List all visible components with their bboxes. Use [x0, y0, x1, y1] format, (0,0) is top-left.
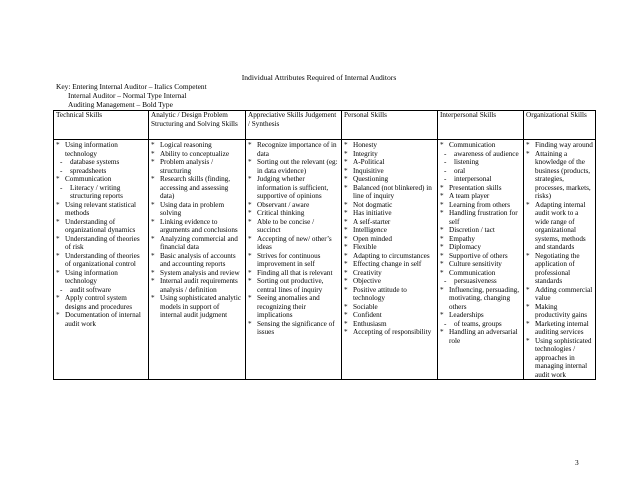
asterisk-bullet: *	[440, 192, 444, 200]
skill-item	[440, 311, 521, 320]
skill-text: Using data in problem solving	[160, 200, 225, 217]
skill-item	[248, 294, 339, 320]
skill-item	[248, 218, 339, 235]
col-header-technical: Technical Skills	[54, 111, 149, 140]
skill-text: Not dogmatic	[353, 200, 393, 209]
skill-item	[248, 158, 339, 175]
dash-bullet: -	[444, 319, 447, 328]
asterisk-bullet: *	[56, 268, 60, 277]
dash-bullet: -	[444, 166, 447, 175]
content-row	[54, 140, 596, 380]
skill-item	[56, 269, 146, 286]
skill-text: Leaderships	[449, 311, 484, 319]
asterisk-bullet: *	[440, 251, 444, 260]
asterisk-bullet: *	[440, 268, 444, 277]
skill-subitem	[56, 184, 146, 201]
skill-item	[344, 243, 435, 252]
asterisk-bullet: *	[440, 141, 444, 149]
dash-bullet: -	[60, 158, 63, 166]
asterisk-bullet: *	[344, 243, 348, 251]
dash-bullet: -	[60, 183, 63, 192]
skill-item	[56, 201, 146, 218]
skill-item	[526, 320, 593, 337]
skill-text: Negotiating the application of professional standards	[535, 251, 580, 285]
skill-item	[344, 226, 435, 235]
asterisk-bullet: *	[344, 319, 348, 328]
skill-text: A team player	[449, 192, 490, 200]
skill-item	[440, 141, 521, 150]
skill-item	[526, 201, 593, 252]
col-organizational	[524, 140, 596, 380]
asterisk-bullet: *	[344, 141, 348, 149]
skill-text: persuasiveness	[454, 277, 497, 285]
asterisk-bullet: *	[440, 243, 444, 251]
skill-list-technical	[56, 141, 146, 328]
asterisk-bullet: *	[440, 234, 444, 243]
col-header-analytic: Analytic / Design Problem Structuring and Solving Skills	[149, 111, 246, 140]
skill-text: Honesty	[353, 141, 377, 149]
skill-item	[440, 192, 521, 201]
skill-text: Adapting internal audit work to a wide range of organizational systems, methods and standards	[535, 200, 586, 251]
skill-item	[248, 269, 339, 278]
asterisk-bullet: *	[56, 234, 60, 243]
skill-item	[151, 252, 243, 269]
skill-text: Research skills (finding, accessing and assessing data)	[160, 175, 231, 200]
skill-list-appreciative	[248, 141, 339, 337]
page-number: 3	[575, 458, 579, 467]
skill-item	[151, 277, 243, 294]
skill-text: Understanding of theories of risk	[65, 234, 140, 251]
asterisk-bullet: *	[151, 217, 155, 226]
skill-item	[344, 235, 435, 244]
skill-text: Finding way around	[535, 141, 593, 149]
asterisk-bullet: *	[344, 277, 348, 285]
asterisk-bullet: *	[526, 141, 530, 149]
asterisk-bullet: *	[526, 251, 530, 260]
asterisk-bullet: *	[248, 234, 252, 243]
skill-item	[151, 175, 243, 201]
asterisk-bullet: *	[526, 302, 530, 311]
skill-item	[56, 235, 146, 252]
skill-item	[344, 320, 435, 329]
asterisk-bullet: *	[344, 158, 348, 166]
skill-item	[440, 252, 521, 261]
dash-bullet: -	[444, 149, 447, 158]
skill-text: Sociable	[353, 302, 378, 311]
skill-text: Handling an adversarial role	[449, 328, 518, 345]
asterisk-bullet: *	[344, 268, 348, 277]
skill-text: Diplomacy	[449, 243, 481, 251]
skill-text: Learning from others	[449, 200, 511, 209]
asterisk-bullet: *	[248, 268, 252, 277]
asterisk-bullet: *	[526, 336, 530, 345]
skill-text: Adding commercial value	[535, 285, 593, 302]
skill-item	[440, 201, 521, 210]
col-personal	[342, 140, 438, 380]
skill-item	[344, 141, 435, 150]
skill-subitem	[440, 320, 521, 329]
skill-item	[248, 201, 339, 210]
skill-text: spreadsheets	[70, 166, 107, 175]
asterisk-bullet: *	[151, 175, 155, 183]
asterisk-bullet: *	[344, 175, 348, 183]
skill-item	[344, 269, 435, 278]
skill-text: Confident	[353, 311, 382, 319]
skill-item	[344, 209, 435, 218]
asterisk-bullet: *	[151, 251, 155, 260]
skill-text: Positive attitude to technology	[353, 285, 407, 302]
header-row	[54, 111, 596, 140]
skill-text: Communication	[449, 141, 496, 149]
skill-text: Attaining a knowledge of the business (products, strategies, processes, markets, risks)	[535, 149, 591, 200]
skill-item	[56, 311, 146, 328]
asterisk-bullet: *	[344, 260, 348, 268]
skill-text: Using sophisticated technologies / approaches in managing internal audit work	[535, 336, 592, 379]
asterisk-bullet: *	[344, 200, 348, 209]
skill-item	[344, 167, 435, 176]
asterisk-bullet: *	[151, 158, 155, 166]
asterisk-bullet: *	[440, 209, 444, 217]
skill-text: Understanding of organizational dynamics	[65, 217, 136, 234]
skill-text: System analysis and review	[160, 268, 240, 277]
skill-item	[344, 150, 435, 159]
skill-item	[344, 328, 435, 337]
skill-item	[344, 303, 435, 312]
asterisk-bullet: *	[151, 294, 155, 302]
skill-text: Judging whether information is sufficient, supportive of opinions	[257, 175, 329, 200]
key-line-entering: Key: Entering Internal Auditor – Italics Competent	[56, 82, 207, 91]
skill-text: Discretion / tact	[449, 226, 495, 234]
skill-text: Has initiative	[353, 209, 392, 217]
skill-list-interpersonal	[440, 141, 521, 345]
skill-text: Balanced (not blinkered) in line of inquiry	[353, 183, 432, 200]
skill-item	[440, 269, 521, 278]
skills-table	[53, 110, 596, 380]
skill-text: Using sophisticated analytic models in support of internal audit judgment	[160, 294, 242, 319]
skill-text: Sensing the significance of issues	[257, 319, 335, 336]
skill-item	[344, 201, 435, 210]
skill-list-organizational	[526, 141, 593, 379]
asterisk-bullet: *	[248, 200, 252, 209]
asterisk-bullet: *	[248, 277, 252, 285]
skill-item	[248, 320, 339, 337]
asterisk-bullet: *	[344, 234, 348, 243]
skill-text: Using information technology	[65, 268, 118, 285]
skill-item	[56, 218, 146, 235]
asterisk-bullet: *	[526, 285, 530, 294]
dash-bullet: -	[444, 158, 447, 166]
skill-text: Understanding of theories of organizational control	[65, 251, 140, 268]
skill-item	[344, 252, 435, 261]
asterisk-bullet: *	[151, 141, 155, 149]
asterisk-bullet: *	[344, 285, 348, 294]
asterisk-bullet: *	[56, 311, 60, 319]
skill-text: awareness of audience	[454, 149, 519, 158]
skill-item	[344, 277, 435, 286]
col-analytic	[149, 140, 246, 380]
skill-text: Seeing anomalies and recognizing their implications	[257, 294, 320, 319]
skill-item	[151, 141, 243, 150]
skill-text: Analyzing commercial and financial data	[160, 234, 238, 251]
skill-text: Able to be concise / succinct	[257, 217, 315, 234]
skill-text: interpersonal	[454, 175, 492, 183]
skill-item	[440, 328, 521, 345]
asterisk-bullet: *	[344, 328, 348, 336]
skill-item	[344, 260, 435, 269]
skill-item	[344, 158, 435, 167]
asterisk-bullet: *	[151, 200, 155, 209]
asterisk-bullet: *	[56, 251, 60, 260]
skill-text: A self-starter	[353, 217, 391, 226]
asterisk-bullet: *	[344, 251, 348, 260]
skill-item	[56, 294, 146, 311]
skill-item	[526, 252, 593, 286]
skill-item	[151, 218, 243, 235]
asterisk-bullet: *	[56, 217, 60, 226]
skill-text: Accepting of new/ other’s ideas	[257, 234, 332, 251]
skill-text: audit software	[70, 285, 111, 294]
skill-item	[248, 209, 339, 218]
skill-text: Internal audit requirements analysis / definition	[160, 277, 238, 294]
skill-text: Enthusiasm	[353, 319, 387, 328]
skill-item	[526, 150, 593, 201]
asterisk-bullet: *	[344, 149, 348, 158]
skill-item	[526, 303, 593, 320]
skill-text: Open minded	[353, 234, 392, 243]
skill-text: Documentation of internal audit work	[65, 311, 141, 328]
skill-text: Sorting out the relevant (eg: in data evidence)	[257, 158, 338, 175]
asterisk-bullet: *	[56, 200, 60, 209]
skill-item	[248, 141, 339, 158]
skill-list-personal	[344, 141, 435, 337]
skill-subitem	[440, 158, 521, 167]
asterisk-bullet: *	[248, 319, 252, 328]
skill-text: Ability to conceptualize	[160, 149, 230, 158]
skill-text: Presentation skills	[449, 183, 502, 192]
skill-subitem	[440, 167, 521, 176]
key-line-management: Auditing Management – Bold Type	[68, 100, 173, 109]
skill-item	[248, 277, 339, 294]
skill-text: Linking evidence to arguments and conclusions	[160, 217, 238, 234]
asterisk-bullet: *	[56, 294, 60, 302]
skill-item	[56, 252, 146, 269]
dash-bullet: -	[444, 277, 447, 285]
skill-item	[526, 337, 593, 380]
skill-item	[248, 235, 339, 252]
asterisk-bullet: *	[344, 166, 348, 175]
skill-item	[344, 286, 435, 303]
skill-text: Intelligence	[353, 226, 387, 234]
dash-bullet: -	[60, 285, 63, 294]
skill-item	[344, 184, 435, 201]
skill-item	[440, 243, 521, 252]
skill-text: Apply control system designs and procedures	[65, 294, 133, 311]
skill-text: Using information technology	[65, 141, 118, 158]
skill-text: Creativity	[353, 268, 382, 277]
skill-text: oral	[454, 166, 466, 175]
asterisk-bullet: *	[248, 251, 252, 260]
skill-subitem	[440, 277, 521, 286]
skill-text: Inquisitive	[353, 166, 384, 175]
asterisk-bullet: *	[151, 234, 155, 243]
skill-text: Basic analysis of accounts and accounting reports	[160, 251, 236, 268]
skill-item	[526, 141, 593, 150]
asterisk-bullet: *	[440, 328, 444, 336]
asterisk-bullet: *	[56, 175, 60, 183]
asterisk-bullet: *	[248, 217, 252, 226]
skill-text: Empathy	[449, 234, 475, 243]
skill-item	[440, 184, 521, 193]
asterisk-bullet: *	[248, 175, 252, 183]
skill-text: Integrity	[353, 149, 378, 158]
asterisk-bullet: *	[344, 183, 348, 192]
asterisk-bullet: *	[344, 226, 348, 234]
asterisk-bullet: *	[440, 285, 444, 294]
skill-text: Strives for continuous improvement in self	[257, 251, 321, 268]
skill-subitem	[440, 150, 521, 159]
skill-text: Questioning	[353, 175, 389, 183]
col-appreciative	[246, 140, 342, 380]
skill-list-analytic	[151, 141, 243, 320]
skill-text: Critical thinking	[257, 209, 305, 217]
skill-text: Objective	[353, 277, 381, 285]
col-header-organizational: Organizational Skills	[524, 111, 596, 140]
asterisk-bullet: *	[248, 294, 252, 302]
skill-text: Handling frustration for self	[449, 209, 518, 226]
col-header-interpersonal: Interpersonal Skills	[438, 111, 524, 140]
col-header-appreciative: Appreciative Skills Judgement / Synthesis	[246, 111, 342, 140]
skill-item	[440, 286, 521, 312]
skill-item	[151, 294, 243, 320]
asterisk-bullet: *	[440, 226, 444, 234]
asterisk-bullet: *	[526, 319, 530, 328]
skill-text: Using relevant statistical methods	[65, 200, 137, 217]
skill-text: listening	[454, 158, 479, 166]
skill-text: Making productivity gains	[535, 302, 588, 319]
skill-text: Literacy / writing structuring reports	[70, 183, 123, 200]
col-technical	[54, 140, 149, 380]
skill-subitem	[56, 158, 146, 167]
skill-text: of teams, groups	[454, 319, 502, 328]
asterisk-bullet: *	[248, 158, 252, 166]
skill-subitem	[56, 167, 146, 176]
asterisk-bullet: *	[248, 209, 252, 217]
key-line-internal: Internal Auditor – Normal Type Internal	[68, 91, 187, 100]
asterisk-bullet: *	[344, 311, 348, 319]
asterisk-bullet: *	[440, 183, 444, 192]
skill-text: Effecting change in self	[353, 260, 422, 268]
col-interpersonal	[438, 140, 524, 380]
skill-text: Supportive of others	[449, 251, 508, 260]
asterisk-bullet: *	[151, 277, 155, 285]
skill-text: Accepting of responsibility	[353, 328, 432, 336]
skill-text: Recognize importance of in data	[257, 141, 337, 158]
skill-text: Adapting to circumstances	[353, 251, 430, 260]
skill-item	[151, 158, 243, 175]
skill-item	[344, 175, 435, 184]
col-header-personal: Personal Skills	[342, 111, 438, 140]
skill-text: Finding all that is relevant	[257, 268, 333, 277]
skill-item	[56, 141, 146, 158]
asterisk-bullet: *	[151, 268, 155, 277]
skill-text: Influencing, persuading, motivating, changing others	[449, 285, 520, 311]
asterisk-bullet: *	[248, 141, 252, 149]
skill-text: database systems	[70, 158, 120, 166]
skill-subitem	[440, 175, 521, 184]
skill-text: Communication	[65, 175, 112, 183]
asterisk-bullet: *	[440, 260, 444, 268]
asterisk-bullet: *	[56, 141, 60, 149]
skill-text: Flexible	[353, 243, 377, 251]
asterisk-bullet: *	[344, 302, 348, 311]
skill-text: Culture sensitivity	[449, 260, 502, 268]
skill-item	[151, 201, 243, 218]
skill-item	[344, 311, 435, 320]
skill-text: Marketing internal auditing services	[535, 319, 589, 336]
asterisk-bullet: *	[344, 209, 348, 217]
skill-subitem	[56, 286, 146, 295]
skill-text: Sorting out productive, central lines of inquiry	[257, 277, 324, 294]
skill-item	[151, 235, 243, 252]
skill-item	[440, 209, 521, 226]
skill-text: A-Political	[353, 158, 385, 166]
skill-item	[56, 175, 146, 184]
asterisk-bullet: *	[151, 149, 155, 158]
skill-text: Communication	[449, 268, 496, 277]
skill-item	[440, 260, 521, 269]
skill-item	[526, 286, 593, 303]
dash-bullet: -	[60, 166, 63, 175]
skill-item	[151, 150, 243, 159]
asterisk-bullet: *	[344, 217, 348, 226]
skill-text: Observant / aware	[257, 200, 310, 209]
key-legend	[56, 82, 207, 109]
skill-item	[248, 175, 339, 201]
skill-item	[151, 269, 243, 278]
asterisk-bullet: *	[526, 149, 530, 158]
skill-text: Problem analysis / structuring	[160, 158, 214, 175]
skill-text: Logical reasoning	[160, 141, 212, 149]
skill-item	[440, 235, 521, 244]
dash-bullet: -	[444, 175, 447, 183]
asterisk-bullet: *	[526, 200, 530, 209]
document-title: Individual Attributes Required of Internal Auditors	[241, 73, 397, 82]
skill-item	[344, 218, 435, 227]
skill-item	[440, 226, 521, 235]
asterisk-bullet: *	[440, 200, 444, 209]
skill-item	[248, 252, 339, 269]
asterisk-bullet: *	[440, 311, 444, 319]
